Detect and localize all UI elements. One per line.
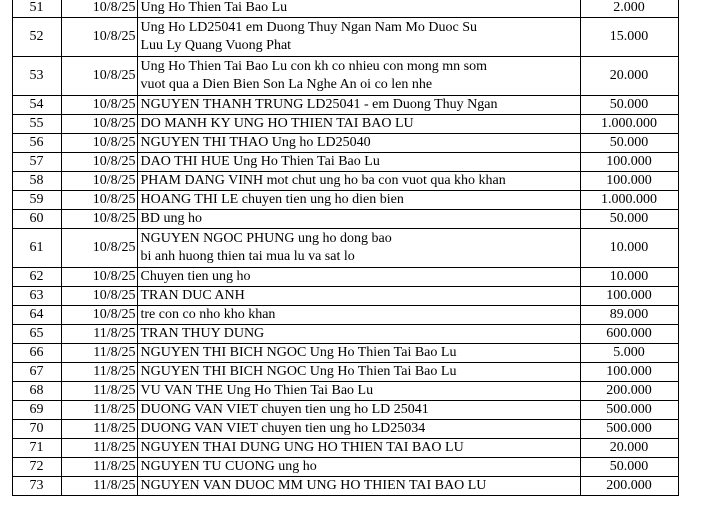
description-cell	[137, 477, 580, 496]
description-cell	[137, 268, 580, 287]
date-cell: 10/8/25	[61, 18, 137, 57]
row-number-cell: 56	[12, 134, 61, 153]
date-cell: 10/8/25	[61, 210, 137, 229]
description-line: NGUYEN THAI DUNG UNG HO THIEN TAI BAO LU	[140, 440, 464, 455]
amount-cell: 20.000	[580, 57, 678, 96]
description-cell	[137, 420, 580, 439]
table-row	[0, 18, 709, 57]
table-row	[0, 439, 709, 458]
amount-cell: 10.000	[580, 268, 678, 287]
amount-cell: 600.000	[580, 325, 678, 344]
amount-cell: 50.000	[580, 458, 678, 477]
row-margin	[0, 18, 12, 57]
row-margin	[0, 268, 12, 287]
description-line: BD ung ho	[140, 211, 202, 226]
table-row	[0, 420, 709, 439]
row-margin	[678, 458, 709, 477]
row-margin	[678, 401, 709, 420]
description-cell	[137, 363, 580, 382]
row-number-cell: 53	[12, 57, 61, 96]
row-margin	[678, 477, 709, 496]
table-row	[0, 96, 709, 115]
description-line: NGUYEN NGOC PHUNG ung ho dong bao	[140, 231, 392, 246]
row-number-cell: 55	[12, 115, 61, 134]
row-number-cell: 63	[12, 287, 61, 306]
row-number-cell: 69	[12, 401, 61, 420]
row-number-cell: 60	[12, 210, 61, 229]
row-margin	[0, 134, 12, 153]
description-cell	[137, 287, 580, 306]
amount-cell: 50.000	[580, 134, 678, 153]
row-margin	[0, 344, 12, 363]
table-row	[0, 287, 709, 306]
date-cell: 11/8/25	[61, 382, 137, 401]
row-margin	[678, 439, 709, 458]
row-number-cell: 72	[12, 458, 61, 477]
row-margin	[678, 306, 709, 325]
row-margin	[0, 172, 12, 191]
row-number-cell: 67	[12, 363, 61, 382]
amount-cell: 50.000	[580, 96, 678, 115]
description-line: Ung Ho LD25041 em Duong Thuy Ngan Nam Mo Duoc Su	[140, 20, 477, 35]
row-margin	[678, 229, 709, 268]
row-margin	[678, 153, 709, 172]
row-margin	[0, 287, 12, 306]
description-cell	[137, 382, 580, 401]
amount-cell: 15.000	[580, 18, 678, 57]
date-cell: 11/8/25	[61, 477, 137, 496]
amount-cell: 500.000	[580, 420, 678, 439]
row-margin	[678, 57, 709, 96]
description-cell	[137, 18, 580, 57]
row-margin	[678, 210, 709, 229]
row-margin	[0, 210, 12, 229]
description-line: bi anh huong thien tai mua lu va sat lo	[140, 249, 355, 264]
description-line: NGUYEN VAN DUOC MM UNG HO THIEN TAI BAO LU	[140, 478, 487, 493]
row-margin	[678, 325, 709, 344]
date-cell: 10/8/25	[61, 115, 137, 134]
row-number-cell: 64	[12, 306, 61, 325]
row-margin	[678, 115, 709, 134]
description-cell	[137, 191, 580, 210]
amount-cell: 200.000	[580, 477, 678, 496]
row-margin	[0, 115, 12, 134]
row-margin	[678, 134, 709, 153]
date-cell: 10/8/25	[61, 57, 137, 96]
description-line: Ung Ho Thien Tai Bao Lu	[140, 0, 288, 15]
table-row	[0, 325, 709, 344]
description-line: tre con co nho kho khan	[140, 307, 276, 322]
amount-cell: 10.000	[580, 229, 678, 268]
description-line: PHAM DANG VINH mot chut ung ho ba con vuot qua kho khan	[140, 173, 506, 188]
table-row	[0, 268, 709, 287]
row-margin	[0, 325, 12, 344]
description-cell	[137, 306, 580, 325]
date-cell: 10/8/25	[61, 0, 137, 18]
row-margin	[0, 229, 12, 268]
date-cell: 10/8/25	[61, 134, 137, 153]
description-line: VU VAN THE Ung Ho Thien Tai Bao Lu	[140, 383, 374, 398]
description-cell	[137, 57, 580, 96]
table-row	[0, 229, 709, 268]
row-margin	[0, 57, 12, 96]
description-cell	[137, 210, 580, 229]
date-cell: 11/8/25	[61, 363, 137, 382]
row-margin	[0, 363, 12, 382]
description-line: DO MANH KY UNG HO THIEN TAI BAO LU	[140, 116, 414, 131]
amount-cell: 100.000	[580, 363, 678, 382]
description-cell	[137, 172, 580, 191]
description-line: DAO THI HUE Ung Ho Thien Tai Bao Lu	[140, 154, 380, 169]
row-margin	[0, 191, 12, 210]
amount-cell: 2.000	[580, 0, 678, 18]
amount-cell: 1.000.000	[580, 115, 678, 134]
date-cell: 11/8/25	[61, 420, 137, 439]
amount-cell: 1.000.000	[580, 191, 678, 210]
description-line: vuot qua a Dien Bien Son La Nghe An oi co len nhe	[140, 77, 433, 92]
date-cell: 11/8/25	[61, 458, 137, 477]
table-row	[0, 153, 709, 172]
amount-cell: 100.000	[580, 172, 678, 191]
date-cell: 10/8/25	[61, 153, 137, 172]
description-cell	[137, 229, 580, 268]
row-number-cell: 71	[12, 439, 61, 458]
description-line: Chuyen tien ung ho	[140, 269, 251, 284]
row-margin	[678, 191, 709, 210]
table-row	[0, 115, 709, 134]
description-line: NGUYEN THI BICH NGOC Ung Ho Thien Tai Bao Lu	[140, 364, 457, 379]
row-margin	[0, 401, 12, 420]
amount-cell: 89.000	[580, 306, 678, 325]
row-margin	[0, 420, 12, 439]
row-number-cell: 58	[12, 172, 61, 191]
amount-cell: 500.000	[580, 401, 678, 420]
table-row	[0, 0, 709, 18]
row-margin	[0, 439, 12, 458]
description-line: DUONG VAN VIET chuyen tien ung ho LD25034	[140, 421, 426, 436]
row-number-cell: 62	[12, 268, 61, 287]
description-cell	[137, 458, 580, 477]
row-number-cell: 57	[12, 153, 61, 172]
description-cell	[137, 439, 580, 458]
table-row	[0, 382, 709, 401]
row-margin	[678, 172, 709, 191]
date-cell: 11/8/25	[61, 325, 137, 344]
description-line: NGUYEN THI BICH NGOC Ung Ho Thien Tai Bao Lu	[140, 345, 457, 360]
row-margin	[0, 458, 12, 477]
table-row	[0, 344, 709, 363]
description-line: Luu Ly Quang Vuong Phat	[140, 38, 292, 53]
description-cell	[137, 0, 580, 18]
amount-cell: 100.000	[580, 153, 678, 172]
row-margin	[0, 477, 12, 496]
row-margin	[678, 420, 709, 439]
table-row	[0, 477, 709, 496]
row-margin	[0, 153, 12, 172]
description-cell	[137, 344, 580, 363]
amount-cell: 5.000	[580, 344, 678, 363]
table-row	[0, 363, 709, 382]
table-row	[0, 306, 709, 325]
amount-cell: 200.000	[580, 382, 678, 401]
table-row	[0, 458, 709, 477]
date-cell: 11/8/25	[61, 439, 137, 458]
date-cell: 10/8/25	[61, 287, 137, 306]
table-row	[0, 191, 709, 210]
date-cell: 11/8/25	[61, 344, 137, 363]
amount-cell: 100.000	[580, 287, 678, 306]
description-cell	[137, 115, 580, 134]
table-row	[0, 172, 709, 191]
date-cell: 10/8/25	[61, 268, 137, 287]
amount-cell: 20.000	[580, 439, 678, 458]
table-row	[0, 134, 709, 153]
description-line: HOANG THI LE chuyen tien ung ho dien bien	[140, 192, 404, 207]
row-margin	[678, 18, 709, 57]
row-margin	[678, 287, 709, 306]
row-number-cell: 65	[12, 325, 61, 344]
row-margin	[678, 363, 709, 382]
date-cell: 10/8/25	[61, 229, 137, 268]
table-row	[0, 210, 709, 229]
table-row	[0, 57, 709, 96]
row-number-cell: 68	[12, 382, 61, 401]
row-number-cell: 51	[12, 0, 61, 18]
description-line: NGUYEN THANH TRUNG LD25041 - em Duong Thuy Ngan	[140, 97, 498, 112]
table-row	[0, 401, 709, 420]
row-margin	[678, 344, 709, 363]
description-line: TRAN THUY DUNG	[140, 326, 265, 341]
description-cell	[137, 96, 580, 115]
row-number-cell: 66	[12, 344, 61, 363]
date-cell: 10/8/25	[61, 191, 137, 210]
amount-cell: 50.000	[580, 210, 678, 229]
description-cell	[137, 134, 580, 153]
row-number-cell: 70	[12, 420, 61, 439]
row-margin	[0, 306, 12, 325]
description-line: TRAN DUC ANH	[140, 288, 245, 303]
row-margin	[678, 268, 709, 287]
row-margin	[0, 382, 12, 401]
description-line: Ung Ho Thien Tai Bao Lu con kh co nhieu con mong mn som	[140, 59, 488, 74]
description-cell	[137, 401, 580, 420]
description-line: DUONG VAN VIET chuyen tien ung ho LD 25041	[140, 402, 429, 417]
row-margin	[678, 0, 709, 18]
row-number-cell: 59	[12, 191, 61, 210]
description-line: NGUYEN THI THAO Ung ho LD25040	[140, 135, 371, 150]
row-number-cell: 73	[12, 477, 61, 496]
date-cell: 10/8/25	[61, 306, 137, 325]
date-cell: 11/8/25	[61, 401, 137, 420]
date-cell: 10/8/25	[61, 96, 137, 115]
row-margin	[0, 96, 12, 115]
row-margin	[0, 0, 12, 18]
row-margin	[678, 382, 709, 401]
description-cell	[137, 325, 580, 344]
description-line: NGUYEN TU CUONG ung ho	[140, 459, 317, 474]
row-number-cell: 61	[12, 229, 61, 268]
row-number-cell: 52	[12, 18, 61, 57]
description-cell	[137, 153, 580, 172]
date-cell: 10/8/25	[61, 172, 137, 191]
row-margin	[678, 96, 709, 115]
row-number-cell: 54	[12, 96, 61, 115]
